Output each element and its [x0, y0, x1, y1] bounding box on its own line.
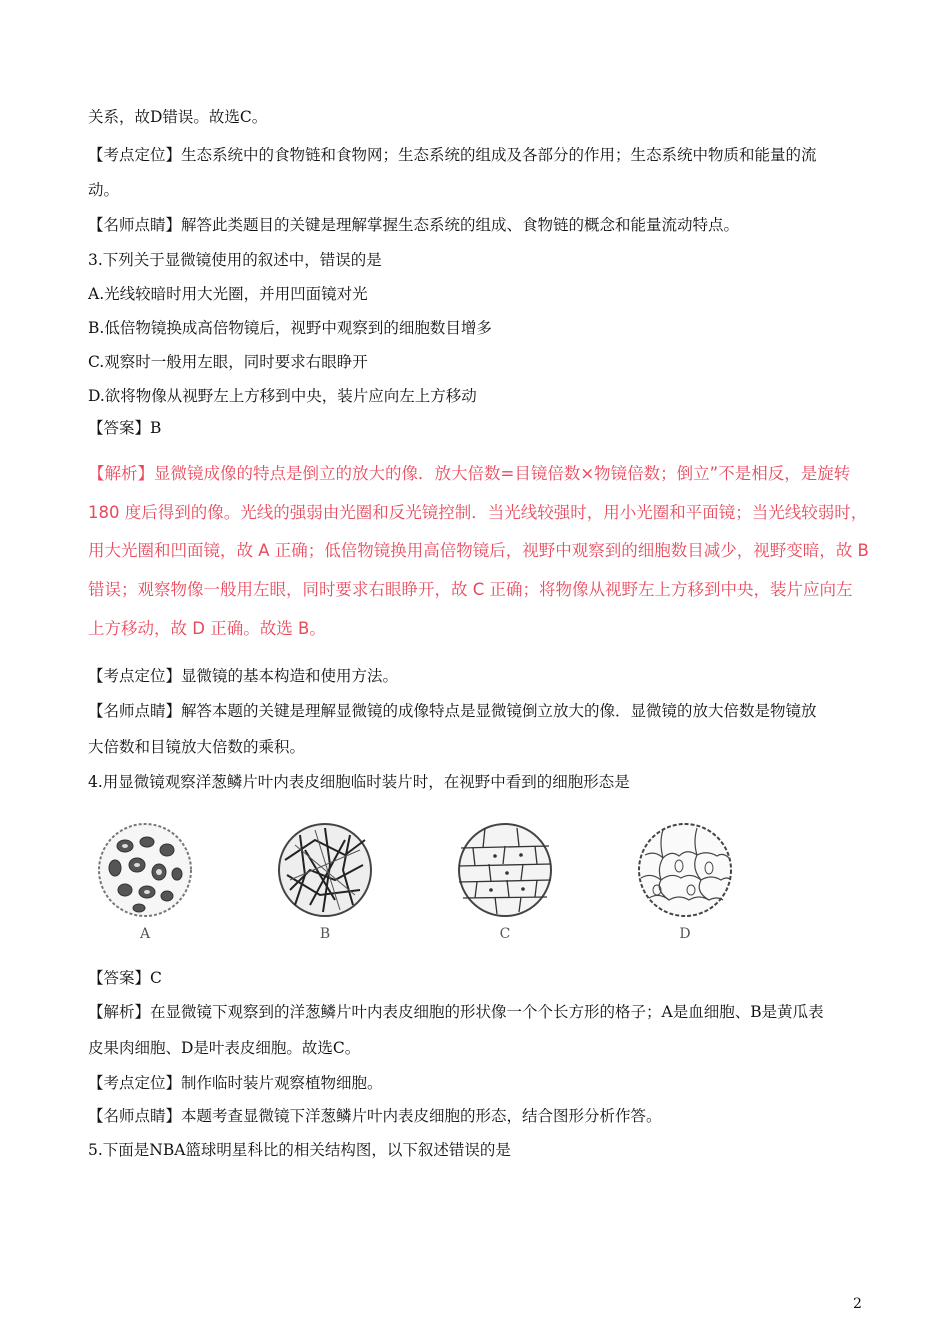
text-line: 【答案】C: [88, 969, 162, 987]
text-line: 皮果肉细胞、D是叶表皮细胞。故选C。: [88, 1039, 361, 1057]
analysis-line: 180 度后得到的像。光线的强弱由光圈和反光镜控制．当光线较强时，用小光圈和平面镜；当光线较弱时，: [88, 503, 868, 522]
analysis-line: 【解析】显微镜成像的特点是倒立的放大的像．放大倍数=目镜倍数×物镜倍数；倒立”不是相反，是旋转: [88, 464, 851, 483]
text-line: 【名师点睛】解答此类题目的关键是理解掌握生态系统的组成、食物链的概念和能量流动特点。: [88, 216, 740, 234]
figure-option-c: [450, 820, 560, 942]
cell-figure-options: [90, 820, 790, 970]
text-line: D.欲将物像从视野左上方移到中央，装片应向左上方移动: [88, 387, 477, 405]
text-line: 【考点定位】显微镜的基本构造和使用方法。: [88, 667, 399, 685]
text-line: 5.下面是NBA篮球明星科比的相关结构图，以下叙述错误的是: [88, 1141, 511, 1159]
text-line: A.光线较暗时用大光圈，并用凹面镜对光: [88, 285, 368, 303]
figure-label-d: D: [679, 926, 691, 942]
figure-label-a: A: [139, 926, 151, 942]
figure-option-b: [270, 820, 380, 942]
text-line: 动。: [88, 181, 120, 199]
page-number: 2: [853, 1296, 862, 1312]
text-line: C.观察时一般用左眼，同时要求右眼睁开: [88, 353, 368, 371]
text-line: 3.下列关于显微镜使用的叙述中，错误的是: [88, 251, 382, 269]
text-line: 【答案】B: [88, 419, 162, 437]
leaf-epidermis-cells-image: [635, 820, 735, 920]
analysis-line: 错误；观察物像一般用左眼，同时要求右眼睁开，故 C 正确；将物像从视野左上方移到中央，装片应向左: [88, 580, 853, 599]
text-line: 4.用显微镜观察洋葱鳞片叶内表皮细胞临时装片时，在视野中看到的细胞形态是: [88, 773, 630, 791]
text-line: 【名师点睛】解答本题的关键是理解显微镜的成像特点是显微镜倒立放大的像．显微镜的放大倍数是物镜放: [88, 702, 817, 720]
text-line: 【考点定位】生态系统中的食物链和食物网；生态系统的组成及各部分的作用；生态系统中物质和能量的流: [88, 146, 817, 164]
analysis-line: 用大光圈和凹面镜，故 A 正确；低倍物镜换用高倍物镜后，视野中观察到的细胞数目减少，视野变暗，故 B: [88, 541, 869, 560]
figure-option-a: [90, 820, 200, 942]
onion-epidermis-cells-image: [455, 820, 555, 920]
text-line: 【解析】在显微镜下观察到的洋葱鳞片叶内表皮细胞的形状像一个个长方形的格子；A是血细胞、B是黄瓜表: [88, 1003, 824, 1021]
text-line: 大倍数和目镜放大倍数的乘积。: [88, 738, 306, 756]
figure-label-c: C: [499, 926, 511, 942]
cucumber-pulp-cells-image: [275, 820, 375, 920]
text-line: 【考点定位】制作临时装片观察植物细胞。: [88, 1074, 383, 1092]
text-line: 关系，故D错误。故选C。: [88, 108, 268, 126]
figure-label-b: B: [319, 926, 331, 942]
figure-option-d: [630, 820, 740, 942]
analysis-line: 上方移动，故 D 正确。故选 B。: [88, 619, 326, 638]
text-line: 【名师点睛】本题考查显微镜下洋葱鳞片叶内表皮细胞的形态，结合图形分析作答。: [88, 1107, 662, 1125]
blood-cells-image: [95, 820, 195, 920]
text-line: B.低倍物镜换成高倍物镜后，视野中观察到的细胞数目增多: [88, 319, 492, 337]
